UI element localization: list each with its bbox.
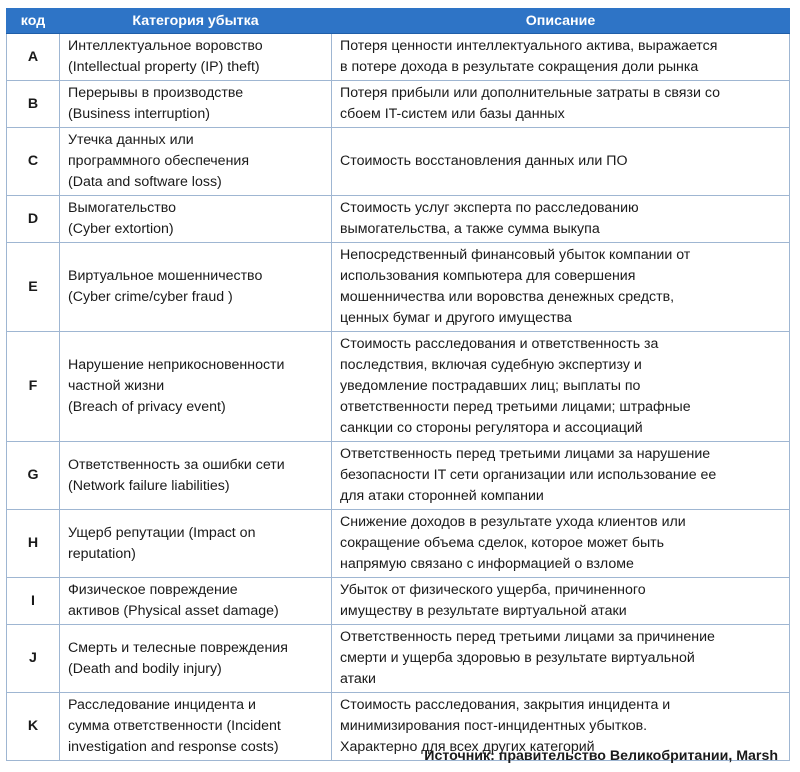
- table-row: [7, 243, 790, 332]
- table-row: [7, 332, 790, 442]
- description-line: мошенничества или воровства денежных средств,: [340, 289, 675, 305]
- category-line: сумма ответственности (Incident: [68, 718, 281, 734]
- header-category: Категория убытка: [60, 9, 332, 34]
- description-line: Убыток от физического ущерба, причиненного: [340, 582, 646, 598]
- row-code: G: [7, 442, 60, 510]
- row-category: [60, 693, 332, 761]
- description-line: сбоем IT-систем или базы данных: [340, 106, 565, 122]
- description-line: Стоимость расследования и ответственность за: [340, 336, 659, 352]
- row-category: [60, 510, 332, 578]
- table-row: [7, 578, 790, 625]
- category-line: Ответственность за ошибки сети: [68, 456, 285, 473]
- row-category: [60, 442, 332, 510]
- category-line: (Data and software loss): [68, 174, 222, 190]
- table-row: [7, 128, 790, 196]
- description-line: атаки: [340, 671, 376, 687]
- table-row: [7, 81, 790, 128]
- row-code: B: [7, 81, 60, 128]
- category-line: (Death and bodily injury): [68, 660, 222, 677]
- row-code: D: [7, 196, 60, 243]
- loss-category-table: [6, 8, 790, 761]
- table-row: [7, 510, 790, 578]
- category-line: (Cyber extortion): [68, 221, 174, 237]
- row-code: C: [7, 128, 60, 196]
- description-line: Потеря ценности интеллектуального актива, выражается: [340, 38, 718, 54]
- category-line: Нарушение неприкосновенности: [68, 357, 285, 373]
- description-line: Снижение доходов в результате ухода клиентов или: [340, 514, 686, 530]
- table-row: [7, 196, 790, 243]
- loss-category-table-container: [6, 8, 794, 761]
- row-description: [332, 578, 790, 625]
- row-category: [60, 578, 332, 625]
- row-code: J: [7, 625, 60, 693]
- row-code: F: [7, 332, 60, 442]
- category-line: Вымогательство: [68, 200, 177, 216]
- description-line: санкции со стороны регулятора и ассоциаций: [340, 420, 643, 436]
- category-line: Ущерб репутации (Impact on: [68, 524, 256, 541]
- description-line: Стоимость услуг эксперта по расследованию: [340, 200, 639, 216]
- table-row: [7, 625, 790, 693]
- row-category: [60, 243, 332, 332]
- row-code: K: [7, 693, 60, 761]
- category-line: Расследование инцидента и: [68, 697, 256, 713]
- description-line: напрямую связано с информацией о взломе: [340, 556, 634, 572]
- description-line: последствия, включая судебную экспертизу и: [340, 357, 642, 373]
- description-line: использования компьютера для совершения: [340, 268, 636, 284]
- description-line: Потеря прибыли или дополнительные затраты в связи со: [340, 85, 720, 101]
- row-description: [332, 510, 790, 578]
- description-line: ценных бумаг и другого имущества: [340, 310, 572, 326]
- row-code: I: [7, 578, 60, 625]
- description-line: ответственности перед третьими лицами; штрафные: [340, 399, 691, 415]
- row-description: [332, 243, 790, 332]
- description-line: Ответственность перед третьими лицами за причинение: [340, 629, 715, 645]
- category-line: Смерть и телесные повреждения: [68, 639, 288, 656]
- row-code: A: [7, 34, 60, 81]
- row-category: [60, 81, 332, 128]
- row-category: [60, 196, 332, 243]
- category-line: активов (Physical asset damage): [68, 603, 279, 619]
- row-description: [332, 34, 790, 81]
- table-row: [7, 34, 790, 81]
- header-row: [7, 9, 790, 34]
- description-line: Ответственность перед третьими лицами за нарушение: [340, 446, 711, 462]
- row-code: E: [7, 243, 60, 332]
- row-category: [60, 332, 332, 442]
- description-line: смерти и ущерба здоровью в результате виртуальной: [340, 650, 695, 666]
- description-line: имуществу в результате виртуальной атаки: [340, 603, 627, 619]
- row-category: [60, 128, 332, 196]
- description-line: Непосредственный финансовый убыток компании от: [340, 247, 691, 263]
- header-description: Описание: [332, 9, 790, 34]
- category-line: (Breach of privacy event): [68, 399, 226, 415]
- description-line: в потере дохода в результате сокращения доли рынка: [340, 59, 699, 75]
- row-description: [332, 625, 790, 693]
- category-line: (Business interruption): [68, 106, 210, 122]
- row-code: H: [7, 510, 60, 578]
- category-line: reputation): [68, 545, 136, 562]
- category-line: (Intellectual property (IP) theft): [68, 59, 260, 75]
- row-description: [332, 332, 790, 442]
- table-header: [7, 9, 790, 34]
- category-line: программного обеспечения: [68, 153, 250, 169]
- category-line: частной жизни: [68, 378, 165, 394]
- row-description: [332, 196, 790, 243]
- description-line: уведомление пострадавших лиц; выплаты по: [340, 378, 641, 394]
- description-line: безопасности IT сети организации или использование ее: [340, 467, 717, 483]
- description-line: вымогательства, а также сумма выкупа: [340, 221, 600, 237]
- table-row: [7, 442, 790, 510]
- row-description: [332, 81, 790, 128]
- description-line: для атаки сторонней компании: [340, 488, 544, 504]
- row-description: [332, 128, 790, 196]
- category-line: Виртуальное мошенничество: [68, 268, 263, 284]
- row-description: [332, 442, 790, 510]
- description-line: сокращение объема сделок, которое может быть: [340, 535, 665, 551]
- category-line: Интеллектуальное воровство: [68, 38, 263, 54]
- header-code: код: [7, 9, 60, 34]
- category-line: investigation and response costs): [68, 739, 279, 755]
- description-line: минимизирования пост-инцидентных убытков.: [340, 718, 648, 734]
- category-line: Утечка данных или: [68, 132, 194, 148]
- description-line: Стоимость восстановления данных или ПО: [340, 153, 628, 169]
- row-category: [60, 625, 332, 693]
- category-line: Перерывы в производстве: [68, 85, 244, 101]
- description-line: Характерно для всех других категорий: [340, 739, 595, 755]
- description-line: Стоимость расследования, закрытия инцидента и: [340, 697, 671, 713]
- source-note: Источник: правительство Великобритании, Marsh: [424, 748, 778, 764]
- category-line: Физическое повреждение: [68, 582, 238, 598]
- table-body: [7, 34, 790, 761]
- category-line: (Cyber crime/cyber fraud ): [68, 289, 233, 305]
- category-line: (Network failure liabilities): [68, 477, 230, 494]
- row-category: [60, 34, 332, 81]
